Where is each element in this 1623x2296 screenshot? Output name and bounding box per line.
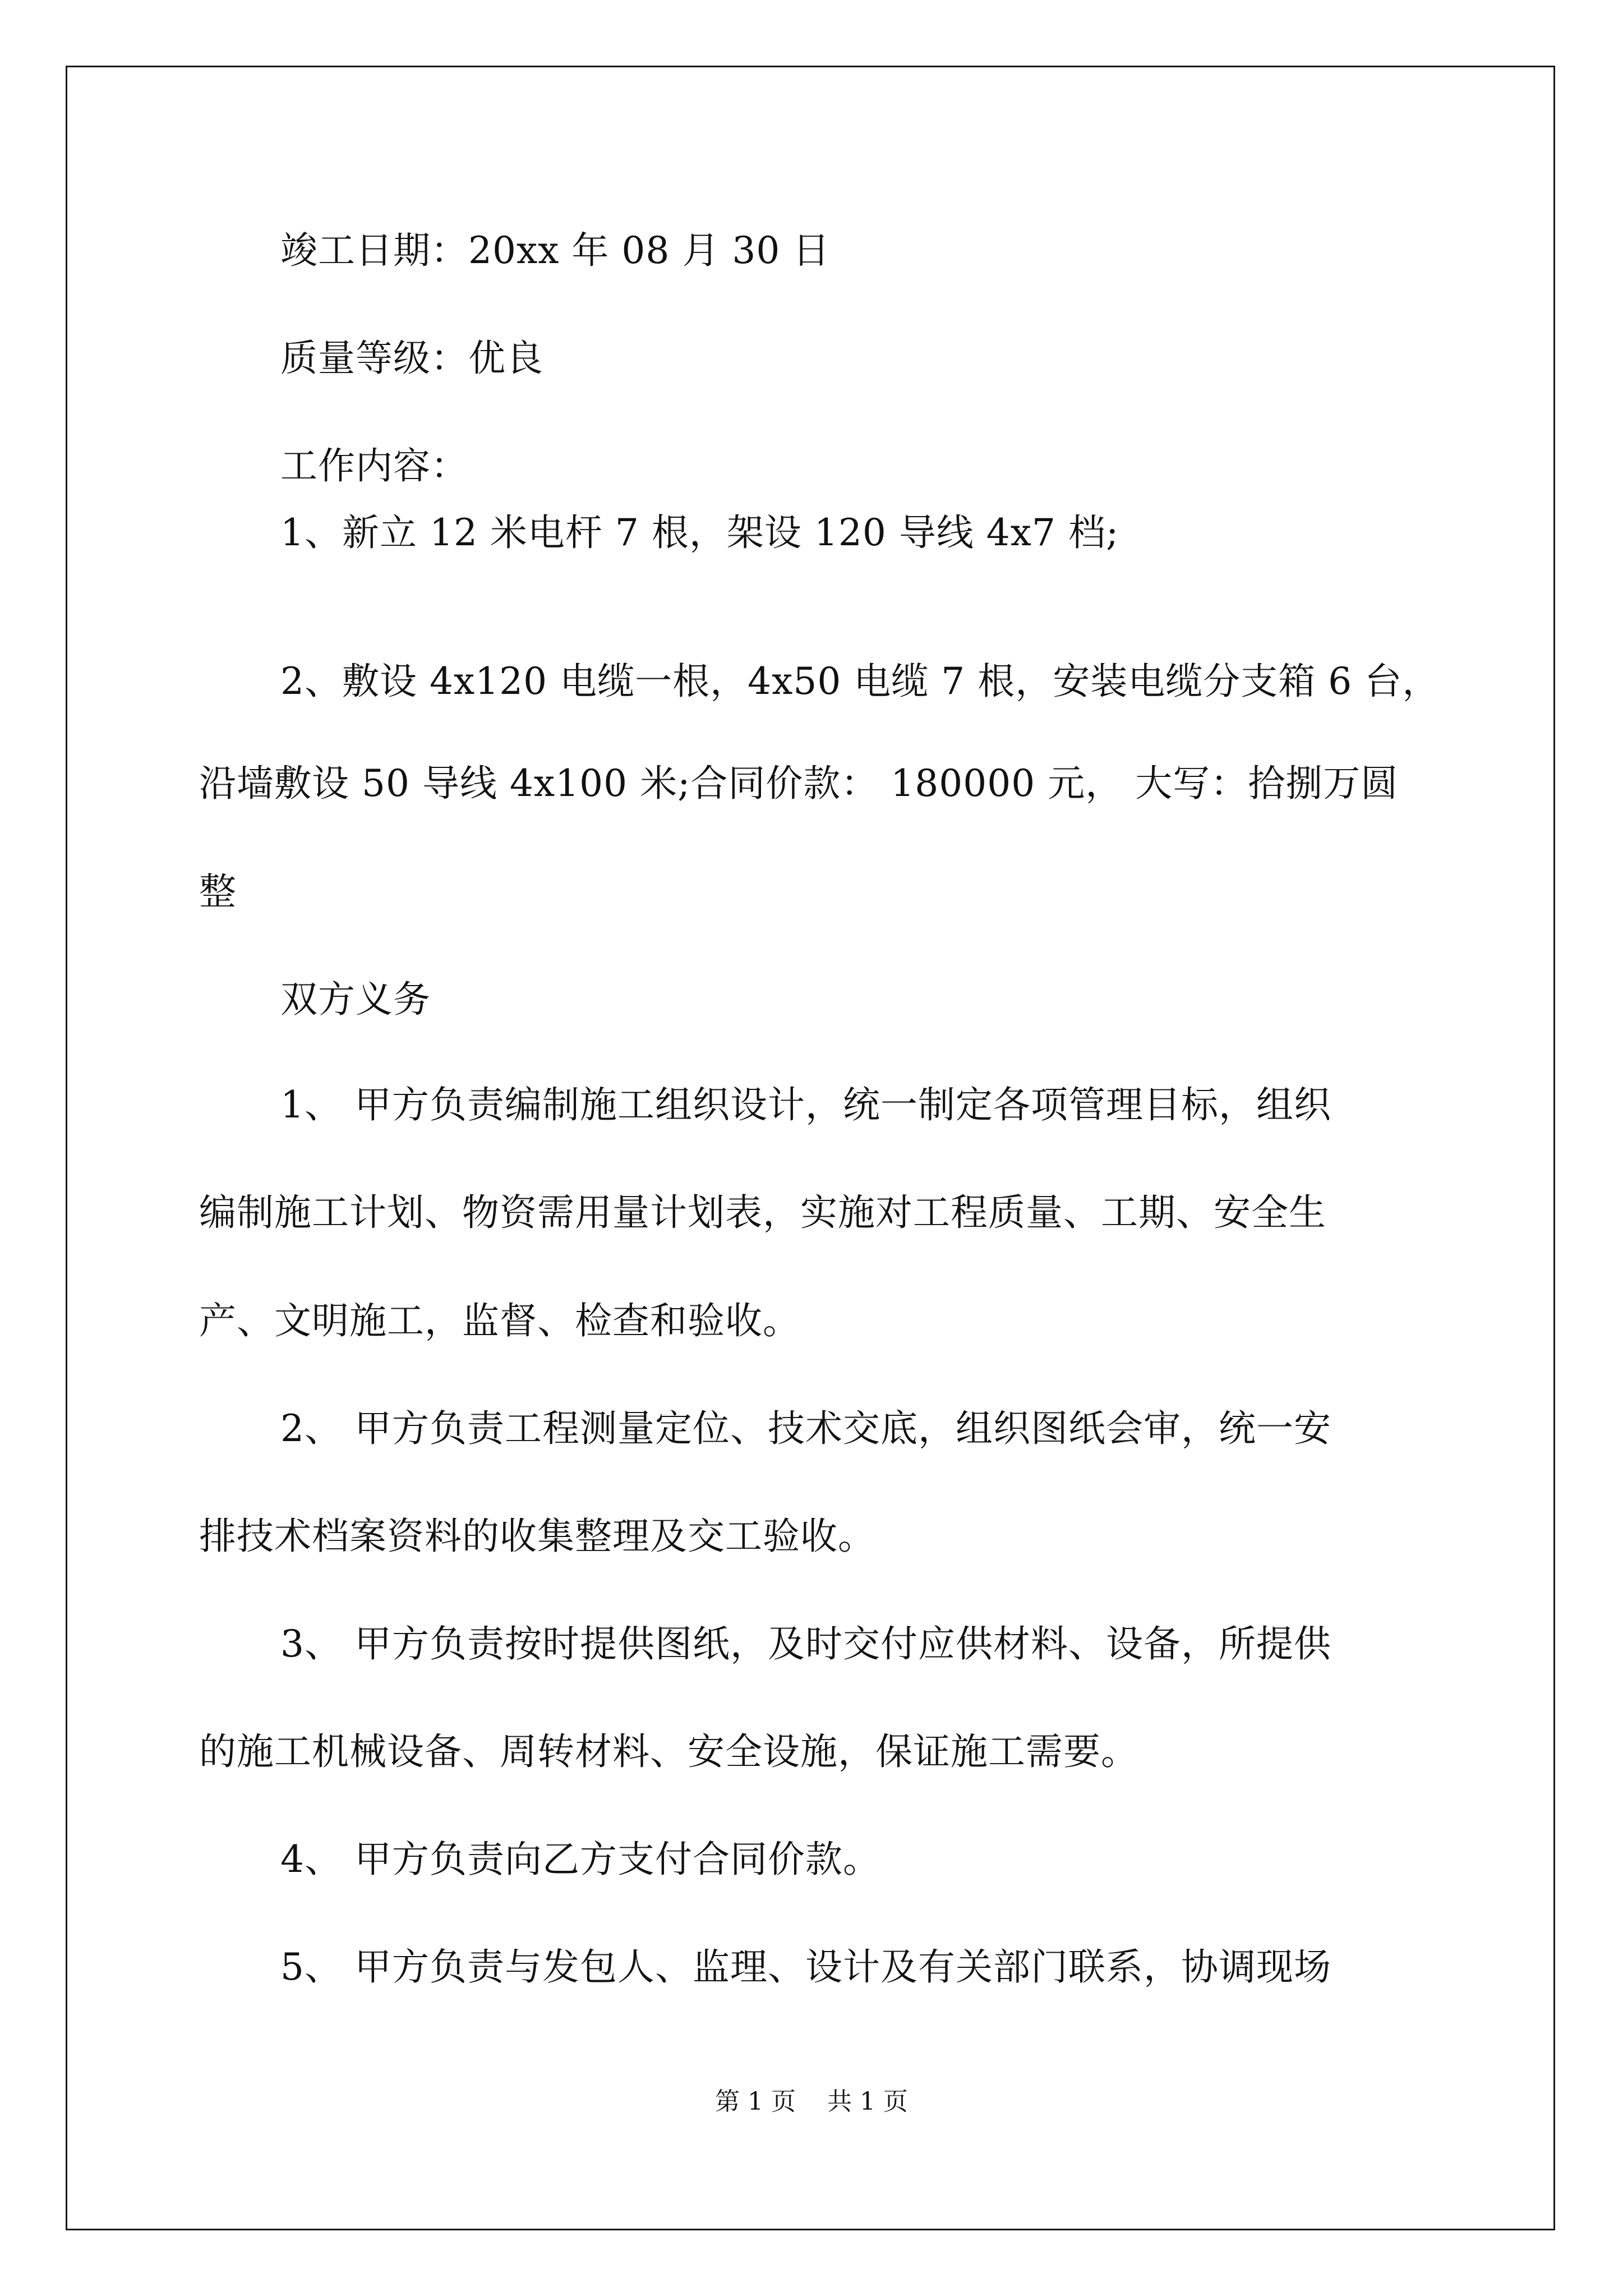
page-border	[66, 66, 1555, 2230]
obligation-3-line-1: 3、 甲方负责按时提供图纸，及时交付应供材料、设备，所提供	[280, 1622, 1331, 1665]
work-content-heading: 工作内容：	[280, 444, 468, 487]
quality-grade-line: 质量等级：优良	[280, 337, 543, 380]
obligation-3-line-2: 的施工机械设备、周转材料、安全设施，保证施工需要。	[199, 1730, 1138, 1773]
completion-date-line: 竣工日期：20xx 年 08 月 30 日	[280, 229, 831, 272]
work-item-1: 1、新立 12 米电杆 7 根，架设 120 导线 4x7 档;	[280, 511, 1119, 554]
obligation-1-line-1: 1、 甲方负责编制施工组织设计，统一制定各项管理目标，组织	[280, 1083, 1331, 1126]
page-number-footer: 第 1 页 共 1 页	[715, 2087, 908, 2116]
work-item-2-line-3: 整	[199, 870, 237, 913]
obligation-2-line-2: 排技术档案资料的收集整理及交工验收。	[199, 1515, 875, 1558]
obligations-heading: 双方义务	[280, 978, 431, 1021]
obligation-5-line-1: 5、 甲方负责与发包人、监理、设计及有关部门联系，协调现场	[280, 1945, 1331, 1989]
obligation-1-line-3: 产、文明施工，监督、检查和验收。	[199, 1299, 800, 1342]
work-item-2-line-1: 2、敷设 4x120 电缆一根，4x50 电缆 7 根，安装电缆分支箱 6 台，	[280, 660, 1440, 703]
work-item-2-line-2: 沿墙敷设 50 导线 4x100 米;合同价款： 180000 元， 大写：拾捌万圆	[199, 762, 1399, 805]
obligation-1-line-2: 编制施工计划、物资需用量计划表，实施对工程质量、工期、安全生	[199, 1191, 1326, 1234]
obligation-2-line-1: 2、 甲方负责工程测量定位、技术交底，组织图纸会审，统一安	[280, 1407, 1331, 1450]
obligation-4-line: 4、 甲方负责向乙方支付合同价款。	[280, 1838, 880, 1881]
